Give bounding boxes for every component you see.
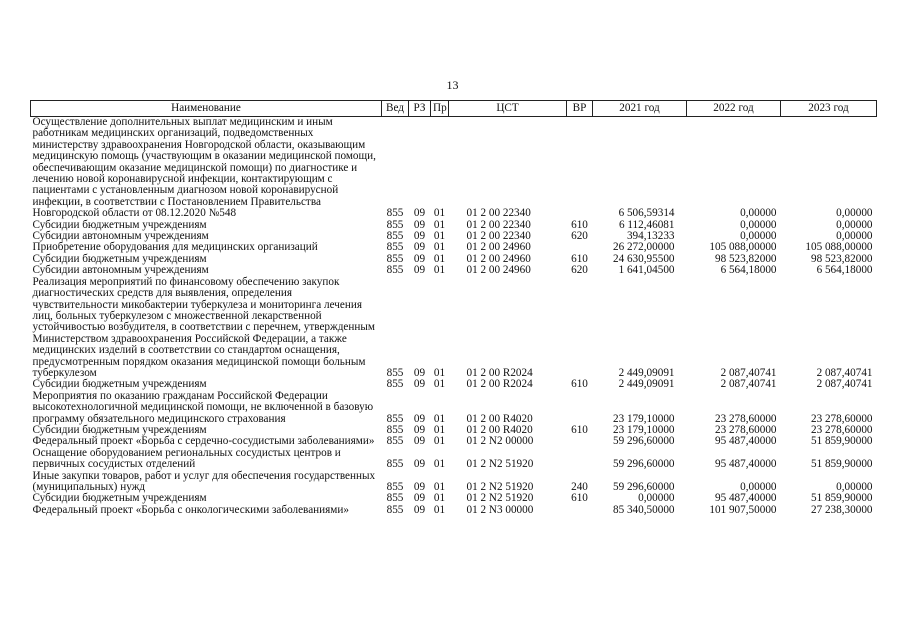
row-vr: 610 <box>571 378 588 391</box>
row-pr: 01 <box>433 378 446 391</box>
row-value-2022: 23 278,60000 <box>714 423 777 436</box>
row-pr: 01 <box>433 207 446 220</box>
row-name: Приобретение оборудования для медицинских организаций <box>32 241 318 254</box>
row-value-2022: 95 487,40000 <box>714 458 777 471</box>
row-name: Реализация мероприятий по финансовому обеспечению закупок диагностических средств для выявления, определения чувствительности микобактерии туберкулеза и мониторинга лечения лиц, больных туберкулезом с множественной лекарственной устойчивостью возбудителя, в соответствии с перечнем, утвержденным Министерством здравоохранения Российской Федерации, а также медицинских изделий в соответствии со стандартом оснащения, предусмотренным порядком оказания медицинской помощи больным туберкулезом <box>32 275 375 379</box>
header-vr: ВР <box>567 101 593 117</box>
row-vr: 610 <box>571 492 588 505</box>
row-ved: 855 <box>386 458 404 471</box>
row-ved: 855 <box>386 492 404 505</box>
row-rz: 09 <box>413 423 426 436</box>
row-value-2022: 101 907,50000 <box>709 503 777 516</box>
row-ved: 855 <box>386 435 404 448</box>
row-name: Мероприятия по оказанию гражданам Российской Федерации высокотехнологичной медицинской помощи, не включенной в базовую программу обязательного медицинского страхования <box>32 389 374 425</box>
row-value-2023: 2 087,40741 <box>816 378 873 391</box>
row-name: Субсидии автономным учреждениям <box>32 264 209 277</box>
table-row <box>31 505 877 516</box>
row-ved: 855 <box>386 412 404 425</box>
row-cst: 01 2 00 R4020 <box>466 423 533 436</box>
row-value-2021: 59 296,60000 <box>612 458 675 471</box>
header-2021: 2021 год <box>593 101 687 117</box>
table-row <box>31 391 877 425</box>
row-cst: 01 2 00 22340 <box>466 218 531 231</box>
row-cst: 01 2 N2 51920 <box>466 492 534 505</box>
row-value-2022: 23 278,60000 <box>714 412 777 425</box>
row-value-2021: 85 340,50000 <box>612 503 675 516</box>
row-cst: 01 2 00 24960 <box>466 264 531 277</box>
row-rz: 09 <box>413 492 426 505</box>
row-pr: 01 <box>433 503 446 516</box>
row-ved: 855 <box>386 423 404 436</box>
row-value-2022: 0,00000 <box>740 218 777 231</box>
row-ved: 855 <box>386 264 404 277</box>
row-vr <box>567 117 593 220</box>
row-rz: 09 <box>413 503 426 516</box>
budget-table <box>30 100 877 516</box>
row-rz: 09 <box>413 230 426 243</box>
row-value-2021: 2 449,09091 <box>618 378 675 391</box>
row-value-2023: 23 278,60000 <box>810 423 873 436</box>
row-value-2023: 27 238,30000 <box>810 503 873 516</box>
table-row <box>31 471 877 494</box>
row-vr <box>567 391 593 425</box>
row-rz: 09 <box>413 241 426 254</box>
row-value-2022: 95 487,40000 <box>714 492 777 505</box>
header-2023: 2023 год <box>781 101 877 117</box>
row-pr: 01 <box>433 252 446 265</box>
row-value-2023: 0,00000 <box>836 207 873 220</box>
row-ved: 855 <box>386 218 404 231</box>
row-ved: 855 <box>386 252 404 265</box>
row-value-2021: 59 296,60000 <box>612 435 675 448</box>
row-rz: 09 <box>413 218 426 231</box>
row-rz: 09 <box>413 481 426 493</box>
row-value-2023: 51 859,90000 <box>810 458 873 471</box>
row-value-2021: 59 296,60000 <box>612 481 675 493</box>
row-value-2021: 2 449,09091 <box>618 366 675 379</box>
row-value-2023: 0,00000 <box>836 230 873 243</box>
row-ved: 855 <box>386 378 404 391</box>
row-ved: 855 <box>386 241 404 254</box>
row-value-2023: 0,00000 <box>836 481 873 493</box>
header-ved: Вед <box>382 101 409 117</box>
table-row <box>31 448 877 471</box>
header-pr: Пр <box>431 101 449 117</box>
row-value-2023: 51 859,90000 <box>810 435 873 448</box>
row-ved: 855 <box>386 207 404 220</box>
row-value-2021: 23 179,10000 <box>612 412 675 425</box>
row-value-2021: 6 506,59314 <box>618 207 675 220</box>
row-value-2022: 0,00000 <box>740 481 777 493</box>
row-value-2023: 105 088,00000 <box>805 241 873 254</box>
row-rz: 09 <box>413 264 426 277</box>
row-pr: 01 <box>433 230 446 243</box>
row-vr: 610 <box>571 252 588 265</box>
row-vr <box>567 436 593 447</box>
row-cst: 01 2 00 22340 <box>466 207 531 220</box>
row-value-2022: 105 088,00000 <box>709 241 777 254</box>
row-value-2023: 98 523,82000 <box>810 252 873 265</box>
row-rz: 09 <box>413 458 426 471</box>
row-value-2021: 394,13233 <box>626 230 675 243</box>
row-rz: 09 <box>413 412 426 425</box>
row-vr: 620 <box>571 230 588 243</box>
header-name: Наименование <box>31 101 382 117</box>
row-rz: 09 <box>413 435 426 448</box>
row-value-2023: 2 087,40741 <box>816 366 873 379</box>
row-value-2022: 2 087,40741 <box>720 366 777 379</box>
row-pr: 01 <box>433 412 446 425</box>
row-cst: 01 2 00 R4020 <box>466 412 533 425</box>
row-pr: 01 <box>433 435 446 448</box>
row-value-2022: 2 087,40741 <box>720 378 777 391</box>
row-cst: 01 2 00 24960 <box>466 252 531 265</box>
row-value-2023: 0,00000 <box>836 218 873 231</box>
header-2022: 2022 год <box>687 101 781 117</box>
row-cst: 01 2 00 22340 <box>466 230 531 243</box>
row-cst: 01 2 00 R2024 <box>466 366 533 379</box>
row-pr: 01 <box>433 423 446 436</box>
row-cst: 01 2 00 R2024 <box>466 378 533 391</box>
header-rz: РЗ <box>409 101 431 117</box>
row-vr: 240 <box>571 481 588 493</box>
row-pr: 01 <box>433 492 446 505</box>
row-ved: 855 <box>386 366 404 379</box>
row-value-2023: 23 278,60000 <box>810 412 873 425</box>
row-value-2022: 95 487,40000 <box>714 435 777 448</box>
row-pr: 01 <box>433 218 446 231</box>
row-cst: 01 2 N3 00000 <box>466 503 534 516</box>
row-name: Оснащение оборудованием региональных сосудистых центров и первичных сосудистых отделений <box>32 446 341 471</box>
row-pr: 01 <box>433 241 446 254</box>
row-name: Осуществление дополнительных выплат медицинским и иным работникам медицинских организаций, подведомственных министерству здравоохранения Новгородской области, оказывающим медицинскую помощь (участвующим в оказании медицинской помощи, обеспечивающим оказание медицинской помощи) по диагностике и лечению новой коронавирусной инфекции, контактирующим с пациентами с установленным диагнозом новой коронавирусной инфекции, в соответствии с Постановлением Правительства Новгородской области от 08.12.2020 №548 <box>32 116 376 220</box>
row-ved: 855 <box>386 503 404 516</box>
row-cst: 01 2 N2 00000 <box>466 435 534 448</box>
row-value-2021: 6 112,46081 <box>618 218 675 231</box>
row-value-2023: 6 564,18000 <box>816 264 873 277</box>
row-name: Субсидии автономным учреждениям <box>32 230 209 243</box>
row-name: Иные закупки товаров, работ и услуг для обеспечения государственных (муниципальных) нужд <box>32 469 376 493</box>
row-pr: 01 <box>433 264 446 277</box>
row-value-2021: 24 630,95500 <box>612 252 675 265</box>
table-row <box>31 117 877 220</box>
row-rz: 09 <box>413 378 426 391</box>
row-value-2022: 98 523,82000 <box>714 252 777 265</box>
row-vr: 610 <box>571 423 588 436</box>
row-pr: 01 <box>433 481 446 493</box>
row-pr: 01 <box>433 458 446 471</box>
row-value-2021: 0,00000 <box>638 492 675 505</box>
row-value-2023: 51 859,90000 <box>810 492 873 505</box>
row-value-2022: 0,00000 <box>740 230 777 243</box>
table-row <box>31 277 877 380</box>
row-name: Субсидии бюджетным учреждениям <box>32 378 207 391</box>
row-vr <box>567 277 593 380</box>
table-header-row <box>31 101 877 117</box>
row-pr: 01 <box>433 366 446 379</box>
row-vr <box>567 505 593 516</box>
row-rz: 09 <box>413 252 426 265</box>
row-ved: 855 <box>386 481 404 493</box>
row-vr <box>567 448 593 471</box>
row-name: Субсидии бюджетным учреждениям <box>32 218 207 231</box>
row-value-2022: 6 564,18000 <box>720 264 777 277</box>
row-cst: 01 2 00 24960 <box>466 241 531 254</box>
row-value-2021: 23 179,10000 <box>612 423 675 436</box>
row-vr: 610 <box>571 218 588 231</box>
row-name: Федеральный проект «Борьба с онкологическими заболеваниями» <box>32 503 349 516</box>
row-rz: 09 <box>413 207 426 220</box>
row-name: Субсидии бюджетным учреждениям <box>32 423 207 436</box>
row-cst: 01 2 N2 51920 <box>466 458 534 471</box>
row-cst: 01 2 N2 51920 <box>466 481 534 493</box>
row-name: Субсидии бюджетным учреждениям <box>32 252 207 265</box>
row-value-2021: 26 272,00000 <box>612 241 675 254</box>
page-number: 13 <box>446 78 459 92</box>
row-name: Субсидии бюджетным учреждениям <box>32 492 207 505</box>
row-rz: 09 <box>413 366 426 379</box>
row-value-2022: 0,00000 <box>740 207 777 220</box>
header-cst: ЦСТ <box>449 101 567 117</box>
row-ved: 855 <box>386 230 404 243</box>
row-name: Федеральный проект «Борьба с сердечно-сосудистыми заболеваниями» <box>32 435 375 448</box>
row-value-2021: 1 641,04500 <box>618 264 675 277</box>
row-vr: 620 <box>571 264 588 277</box>
table-row <box>31 265 877 276</box>
